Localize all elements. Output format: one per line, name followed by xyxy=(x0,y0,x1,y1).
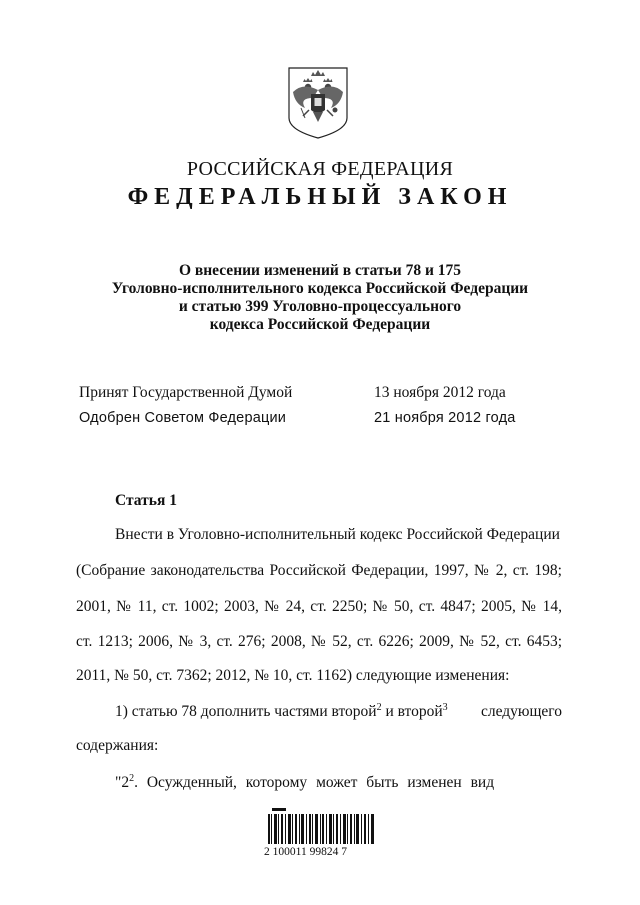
amendment-item-1-text: 1) статью 78 дополнить частями второй$^2$ и второй$^3$ xyxy=(115,701,448,720)
law-title-line: и статью 399 Уголовно-процессуального xyxy=(178,298,462,315)
council-approval-label: Одобрен Советом Федерации xyxy=(79,410,287,426)
article-text-line: 2001, № 11, ст. 1002; 2003, № 24, ст. 2250; № 50, ст. 4847; 2005, № 14, xyxy=(76,598,562,615)
article-text-line: Внести в Уголовно-исполнительный кодекс Российской Федерации xyxy=(115,526,560,543)
barcode-number: 2 100011 99824 7 xyxy=(264,846,347,858)
quoted-part-line: "$2^2$. Осужденный, которому может быть изменен вид xyxy=(115,772,495,791)
council-approval-date: 21 ноября 2012 года xyxy=(374,410,516,426)
law-title-line: кодекса Российской Федерации xyxy=(209,316,431,333)
country-heading: РОССИЙСКАЯ ФЕДЕРАЦИЯ xyxy=(186,158,454,180)
document-type-heading: ФЕДЕРАЛЬНЫЙ ЗАКОН xyxy=(127,184,513,210)
quoted-part-text: . Осужденный, которому может быть изменен вид xyxy=(134,774,495,791)
law-title-line: Уголовно-исполнительного кодекса Российской Федерации xyxy=(111,280,529,297)
amendment-item-1-continuation: содержания: xyxy=(76,737,159,754)
article-text-line: ст. 1213; 2006, № 3, ст. 276; 2008, № 52, ст. 6226; 2009, № 52, ст. 6453; xyxy=(76,633,562,650)
duma-adoption-label: Принят Государственной Думой xyxy=(79,384,293,401)
amendment-item-1-end: следующего xyxy=(480,703,562,720)
amendment-item-1 xyxy=(115,703,562,721)
duma-adoption-date: 13 ноября 2012 года xyxy=(374,384,506,401)
coat-of-arms-icon xyxy=(283,64,353,140)
article-text-line: 2011, № 50, ст. 7362; 2012, № 10, ст. 1162) следующие изменения: xyxy=(76,667,510,684)
article-text-line: (Собрание законодательства Российской Федерации, 1997, № 2, ст. 198; xyxy=(76,562,562,579)
law-title-line: О внесении изменений в статьи 78 и 175 xyxy=(178,262,462,279)
law-title xyxy=(0,262,640,334)
article-heading: Статья 1 xyxy=(115,492,177,509)
